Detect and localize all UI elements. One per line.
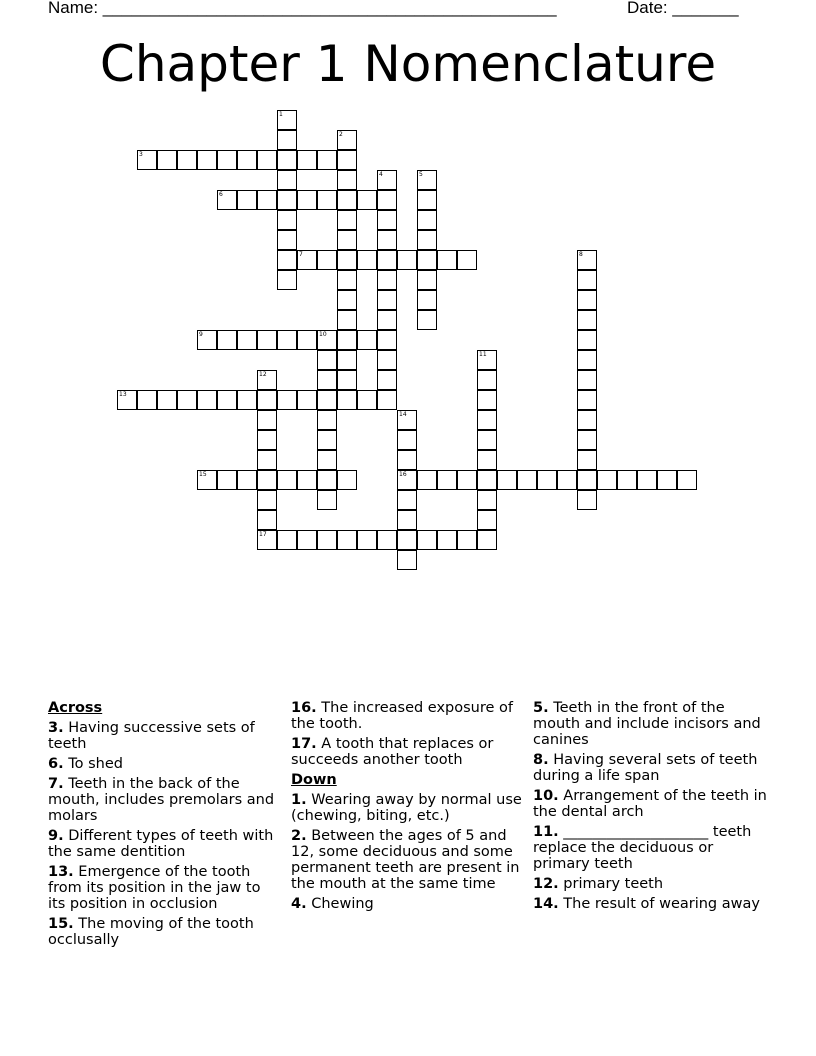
grid-cell[interactable] (497, 470, 517, 490)
grid-cell[interactable] (377, 530, 397, 550)
grid-cell[interactable] (437, 530, 457, 550)
clue-text: Emergence of the tooth from its position in the jaw to its position in occlusion (48, 864, 261, 912)
grid-cell[interactable] (237, 190, 257, 210)
grid-cell[interactable] (477, 510, 497, 530)
clue-section-heading: Across (48, 700, 103, 716)
grid-cell[interactable] (257, 330, 277, 350)
grid-cell[interactable] (337, 250, 357, 270)
clue-number: 17. (291, 736, 317, 752)
grid-cell[interactable] (617, 470, 637, 490)
grid-cell[interactable] (237, 150, 257, 170)
grid-cell[interactable] (337, 310, 357, 330)
grid-cell[interactable] (257, 150, 277, 170)
clue-number: 13 (119, 391, 127, 398)
clue-column-2 (291, 700, 525, 916)
grid-cell[interactable] (177, 390, 197, 410)
clue-item (291, 792, 525, 824)
grid-cell[interactable] (337, 210, 357, 230)
grid-cell[interactable] (237, 390, 257, 410)
grid-cell[interactable] (577, 370, 597, 390)
grid-cell[interactable] (637, 470, 657, 490)
clue-number: 16 (399, 471, 407, 478)
grid-cell[interactable] (157, 150, 177, 170)
clue-item (48, 720, 282, 752)
grid-cell[interactable] (377, 270, 397, 290)
grid-cell[interactable] (397, 510, 417, 530)
grid-cell[interactable] (257, 430, 277, 450)
grid-cell[interactable] (417, 250, 437, 270)
grid-cell[interactable] (257, 490, 277, 510)
clue-number: 8 (579, 251, 583, 258)
grid-cell[interactable] (477, 410, 497, 430)
clue-number: 17 (259, 531, 267, 538)
clue-number: 14 (399, 411, 407, 418)
clue-text: Between the ages of 5 and 12, some deciduous and some permanent teeth are present in the mouth at the same time (291, 828, 520, 892)
grid-cell[interactable] (337, 150, 357, 170)
grid-cell[interactable] (397, 550, 417, 570)
grid-cell[interactable] (577, 430, 597, 450)
grid-cell[interactable] (277, 530, 297, 550)
clue-number: 9 (199, 331, 203, 338)
grid-cell[interactable] (397, 410, 417, 430)
grid-cell[interactable] (317, 450, 337, 470)
clue-text: Different types of teeth with the same dentition (48, 828, 274, 860)
grid-cell[interactable] (317, 490, 337, 510)
clue-number: 13. (48, 864, 74, 880)
grid-cell[interactable] (377, 370, 397, 390)
clue-number: 7. (48, 776, 64, 792)
grid-cell[interactable] (337, 530, 357, 550)
grid-cell[interactable] (417, 310, 437, 330)
grid-cell[interactable] (477, 490, 497, 510)
grid-cell[interactable] (277, 130, 297, 150)
clue-number: 3. (48, 720, 64, 736)
grid-cell[interactable] (477, 430, 497, 450)
clue-item (48, 756, 282, 772)
grid-cell[interactable] (377, 310, 397, 330)
grid-cell[interactable] (377, 190, 397, 210)
clue-number: 5 (419, 171, 423, 178)
grid-cell[interactable] (257, 510, 277, 530)
clue-text: Teeth in the front of the mouth and include incisors and canines (533, 700, 761, 748)
grid-cell[interactable] (437, 470, 457, 490)
name-field[interactable]: Name: ________________________________________________ (48, 0, 557, 17)
clue-text: Arrangement of the teeth in the dental arch (533, 788, 767, 820)
grid-cell[interactable] (577, 310, 597, 330)
grid-cell[interactable] (217, 470, 237, 490)
grid-cell[interactable] (577, 390, 597, 410)
grid-cell[interactable] (337, 350, 357, 370)
grid-cell[interactable] (377, 390, 397, 410)
grid-cell[interactable] (277, 270, 297, 290)
clue-item (48, 776, 282, 824)
grid-cell[interactable] (397, 530, 417, 550)
grid-cell[interactable] (417, 170, 437, 190)
grid-cell[interactable] (117, 390, 137, 410)
grid-cell[interactable] (317, 530, 337, 550)
grid-cell[interactable] (197, 330, 217, 350)
grid-cell[interactable] (277, 110, 297, 130)
clue-text: Having successive sets of teeth (48, 720, 255, 752)
clue-number: 8. (533, 752, 549, 768)
grid-cell[interactable] (417, 530, 437, 550)
clue-item (48, 828, 282, 860)
grid-cell[interactable] (137, 390, 157, 410)
grid-cell[interactable] (137, 150, 157, 170)
clue-text: To shed (63, 756, 123, 772)
grid-cell[interactable] (377, 250, 397, 270)
grid-cell[interactable] (357, 250, 377, 270)
clue-number: 10 (319, 331, 327, 338)
grid-cell[interactable] (277, 390, 297, 410)
clue-text: Having several sets of teeth during a life span (533, 752, 758, 784)
grid-cell[interactable] (337, 270, 357, 290)
grid-cell[interactable] (337, 130, 357, 150)
clue-number: 12. (533, 876, 559, 892)
grid-cell[interactable] (217, 330, 237, 350)
clue-item (533, 824, 767, 872)
clue-column-3 (533, 700, 767, 916)
grid-cell[interactable] (337, 170, 357, 190)
grid-cell[interactable] (277, 330, 297, 350)
grid-cell[interactable] (577, 330, 597, 350)
clue-number: 15. (48, 916, 74, 932)
grid-cell[interactable] (577, 410, 597, 430)
clue-item (291, 736, 525, 768)
clue-section-heading: Down (291, 772, 337, 788)
grid-cell[interactable] (337, 230, 357, 250)
clue-number: 3 (139, 151, 143, 158)
clue-number: 1. (291, 792, 307, 808)
grid-cell[interactable] (317, 190, 337, 210)
grid-cell[interactable] (197, 470, 217, 490)
clue-number: 2. (291, 828, 307, 844)
clue-number: 11. (533, 824, 559, 840)
clue-text: Chewing (306, 896, 374, 912)
clue-text: Wearing away by normal use (chewing, biting, etc.) (291, 792, 522, 824)
clue-number: 2 (339, 131, 343, 138)
clue-item (533, 788, 767, 820)
grid-cell[interactable] (257, 410, 277, 430)
grid-cell[interactable] (257, 370, 277, 390)
grid-cell[interactable] (257, 530, 277, 550)
grid-cell[interactable] (297, 470, 317, 490)
grid-cell[interactable] (317, 350, 337, 370)
grid-cell[interactable] (457, 470, 477, 490)
grid-cell[interactable] (197, 150, 217, 170)
grid-cell[interactable] (437, 250, 457, 270)
grid-cell[interactable] (577, 270, 597, 290)
clue-number: 10. (533, 788, 559, 804)
grid-cell[interactable] (677, 470, 697, 490)
clue-number: 6. (48, 756, 64, 772)
grid-cell[interactable] (537, 470, 557, 490)
clue-item (291, 828, 525, 892)
clue-text: A tooth that replaces or succeeds another tooth (291, 736, 494, 768)
grid-cell[interactable] (397, 490, 417, 510)
grid-cell[interactable] (357, 330, 377, 350)
clue-number: 15 (199, 471, 207, 478)
grid-cell[interactable] (257, 470, 277, 490)
grid-cell[interactable] (317, 390, 337, 410)
grid-cell[interactable] (337, 470, 357, 490)
grid-cell[interactable] (337, 330, 357, 350)
clue-number: 4 (379, 171, 383, 178)
grid-cell[interactable] (477, 350, 497, 370)
grid-cell[interactable] (597, 470, 617, 490)
clue-number: 11 (479, 351, 487, 358)
grid-cell[interactable] (157, 390, 177, 410)
clue-text: The result of wearing away (558, 896, 760, 912)
clue-number: 1 (279, 111, 283, 118)
grid-cell[interactable] (357, 530, 377, 550)
grid-cell[interactable] (397, 250, 417, 270)
grid-cell[interactable] (197, 390, 217, 410)
page-title: Chapter 1 Nomenclature (99, 35, 717, 93)
grid-cell[interactable] (517, 470, 537, 490)
date-field[interactable]: Date: _______ (627, 0, 739, 17)
grid-cell[interactable] (297, 330, 317, 350)
grid-cell[interactable] (397, 450, 417, 470)
grid-cell[interactable] (317, 250, 337, 270)
clue-number: 7 (299, 251, 303, 258)
clue-text: The increased exposure of the tooth. (291, 700, 514, 732)
grid-cell[interactable] (457, 250, 477, 270)
clue-text: The moving of the tooth occlusally (48, 916, 254, 948)
grid-cell[interactable] (477, 390, 497, 410)
grid-cell[interactable] (357, 390, 377, 410)
grid-cell[interactable] (577, 490, 597, 510)
grid-cell[interactable] (377, 350, 397, 370)
grid-cell[interactable] (317, 330, 337, 350)
clue-item (291, 896, 525, 912)
grid-cell[interactable] (337, 390, 357, 410)
grid-cell[interactable] (317, 370, 337, 390)
grid-cell[interactable] (417, 290, 437, 310)
clue-number: 5. (533, 700, 549, 716)
grid-cell[interactable] (297, 150, 317, 170)
grid-cell[interactable] (277, 230, 297, 250)
grid-cell[interactable] (217, 150, 237, 170)
grid-cell[interactable] (257, 450, 277, 470)
grid-cell[interactable] (477, 530, 497, 550)
grid-cell[interactable] (217, 390, 237, 410)
grid-cell[interactable] (317, 430, 337, 450)
grid-cell[interactable] (557, 470, 577, 490)
clue-item (48, 864, 282, 912)
grid-cell[interactable] (577, 350, 597, 370)
clue-item (48, 916, 282, 948)
clue-number: 16. (291, 700, 317, 716)
clue-item (533, 752, 767, 784)
grid-cell[interactable] (217, 190, 237, 210)
grid-cell[interactable] (577, 290, 597, 310)
clue-text: ____________________ teeth replace the deciduous or primary teeth (533, 824, 752, 872)
grid-cell[interactable] (417, 270, 437, 290)
grid-cell[interactable] (377, 290, 397, 310)
grid-cell[interactable] (377, 330, 397, 350)
clue-item (533, 700, 767, 748)
grid-cell[interactable] (237, 330, 257, 350)
grid-cell[interactable] (317, 470, 337, 490)
grid-cell[interactable] (577, 470, 597, 490)
clue-number: 9. (48, 828, 64, 844)
grid-cell[interactable] (417, 190, 437, 210)
clue-item (291, 700, 525, 732)
grid-cell[interactable] (277, 210, 297, 230)
grid-cell[interactable] (577, 250, 597, 270)
grid-cell[interactable] (397, 470, 417, 490)
grid-cell[interactable] (477, 450, 497, 470)
grid-cell[interactable] (397, 430, 417, 450)
grid-cell[interactable] (317, 410, 337, 430)
grid-cell[interactable] (277, 190, 297, 210)
grid-cell[interactable] (417, 230, 437, 250)
clue-text: Teeth in the back of the mouth, includes premolars and molars (48, 776, 275, 824)
grid-cell[interactable] (377, 230, 397, 250)
grid-cell[interactable] (377, 210, 397, 230)
grid-cell[interactable] (357, 190, 377, 210)
grid-cell[interactable] (337, 190, 357, 210)
grid-cell[interactable] (297, 190, 317, 210)
grid-cell[interactable] (417, 210, 437, 230)
grid-cell[interactable] (457, 530, 477, 550)
clue-number: 12 (259, 371, 267, 378)
grid-cell[interactable] (277, 470, 297, 490)
grid-cell[interactable] (577, 450, 597, 470)
grid-cell[interactable] (237, 470, 257, 490)
clue-number: 6 (219, 191, 223, 198)
grid-cell[interactable] (297, 250, 317, 270)
grid-cell[interactable] (477, 470, 497, 490)
grid-cell[interactable] (257, 390, 277, 410)
grid-cell[interactable] (297, 390, 317, 410)
grid-cell[interactable] (417, 470, 437, 490)
clue-item (533, 896, 767, 912)
grid-cell[interactable] (277, 150, 297, 170)
clue-number: 14. (533, 896, 559, 912)
grid-cell[interactable] (317, 150, 337, 170)
clue-column-1 (48, 700, 282, 952)
clue-text: primary teeth (558, 876, 664, 892)
grid-cell[interactable] (177, 150, 197, 170)
grid-cell[interactable] (337, 370, 357, 390)
grid-cell[interactable] (337, 290, 357, 310)
grid-cell[interactable] (277, 170, 297, 190)
grid-cell[interactable] (297, 530, 317, 550)
clue-number: 4. (291, 896, 307, 912)
grid-cell[interactable] (377, 170, 397, 190)
clue-item (533, 876, 767, 892)
grid-cell[interactable] (277, 250, 297, 270)
grid-cell[interactable] (657, 470, 677, 490)
grid-cell[interactable] (257, 190, 277, 210)
grid-cell[interactable] (477, 370, 497, 390)
